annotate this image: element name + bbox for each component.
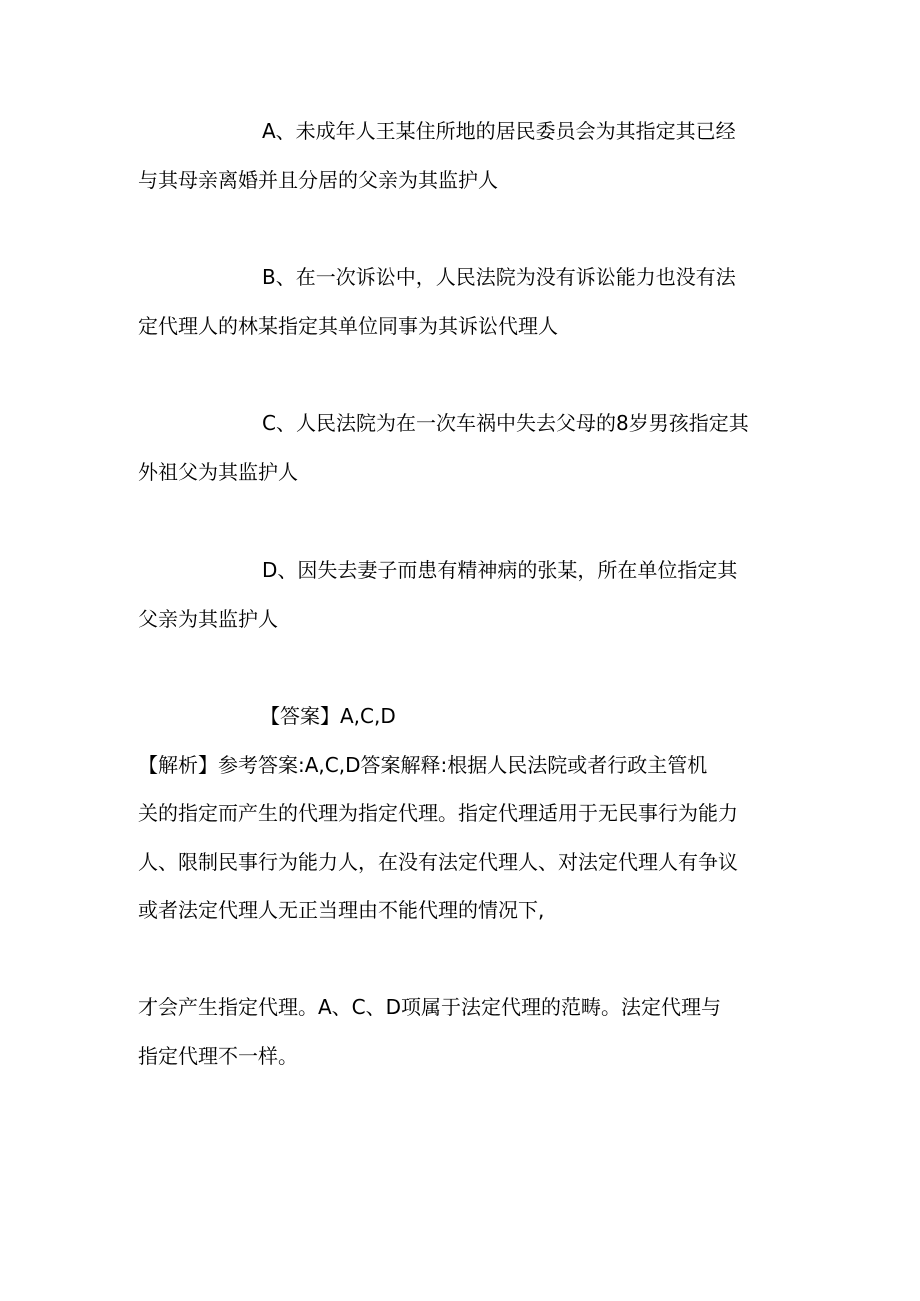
option-c-line-2: 外祖父为其监护人 [138, 460, 298, 484]
analysis-line-2: 关的指定而产生的代理为指定代理。指定代理适用于无民事行为能力 [138, 801, 738, 825]
option-a-line-2: 与其母亲离婚并且分居的父亲为其监护人 [138, 168, 498, 192]
option-d-line-1: D、因失去妻子而患有精神病的张某，所在单位指定其 [262, 558, 738, 582]
option-b-line-2: 定代理人的林某指定其单位同事为其诉讼代理人 [138, 314, 558, 338]
option-d-line-2: 父亲为其监护人 [138, 607, 278, 631]
analysis-continuation-line-1: 才会产生指定代理。A、C、D项属于法定代理的范畴。法定代理与 [138, 995, 722, 1019]
answer-line: 【答案】A,C,D [260, 704, 396, 728]
analysis-line-4: 或者法定代理人无正当理由不能代理的情况下, [138, 898, 545, 922]
analysis-continuation-line-2: 指定代理不一样。 [138, 1044, 298, 1068]
option-a-line-1: A、未成年人王某住所地的居民委员会为其指定其已经 [262, 119, 736, 143]
option-c-line-1: C、人民法院为在一次车祸中失去父母的8岁男孩指定其 [262, 411, 749, 435]
option-b-line-1: B、在一次诉讼中，人民法院为没有诉讼能力也没有法 [262, 265, 736, 289]
analysis-line-3: 人、限制民事行为能力人，在没有法定代理人、对法定代理人有争议 [138, 850, 738, 874]
analysis-line-1: 【解析】参考答案:A,C,D答案解释:根据人民法院或者行政主管机 [138, 753, 708, 777]
